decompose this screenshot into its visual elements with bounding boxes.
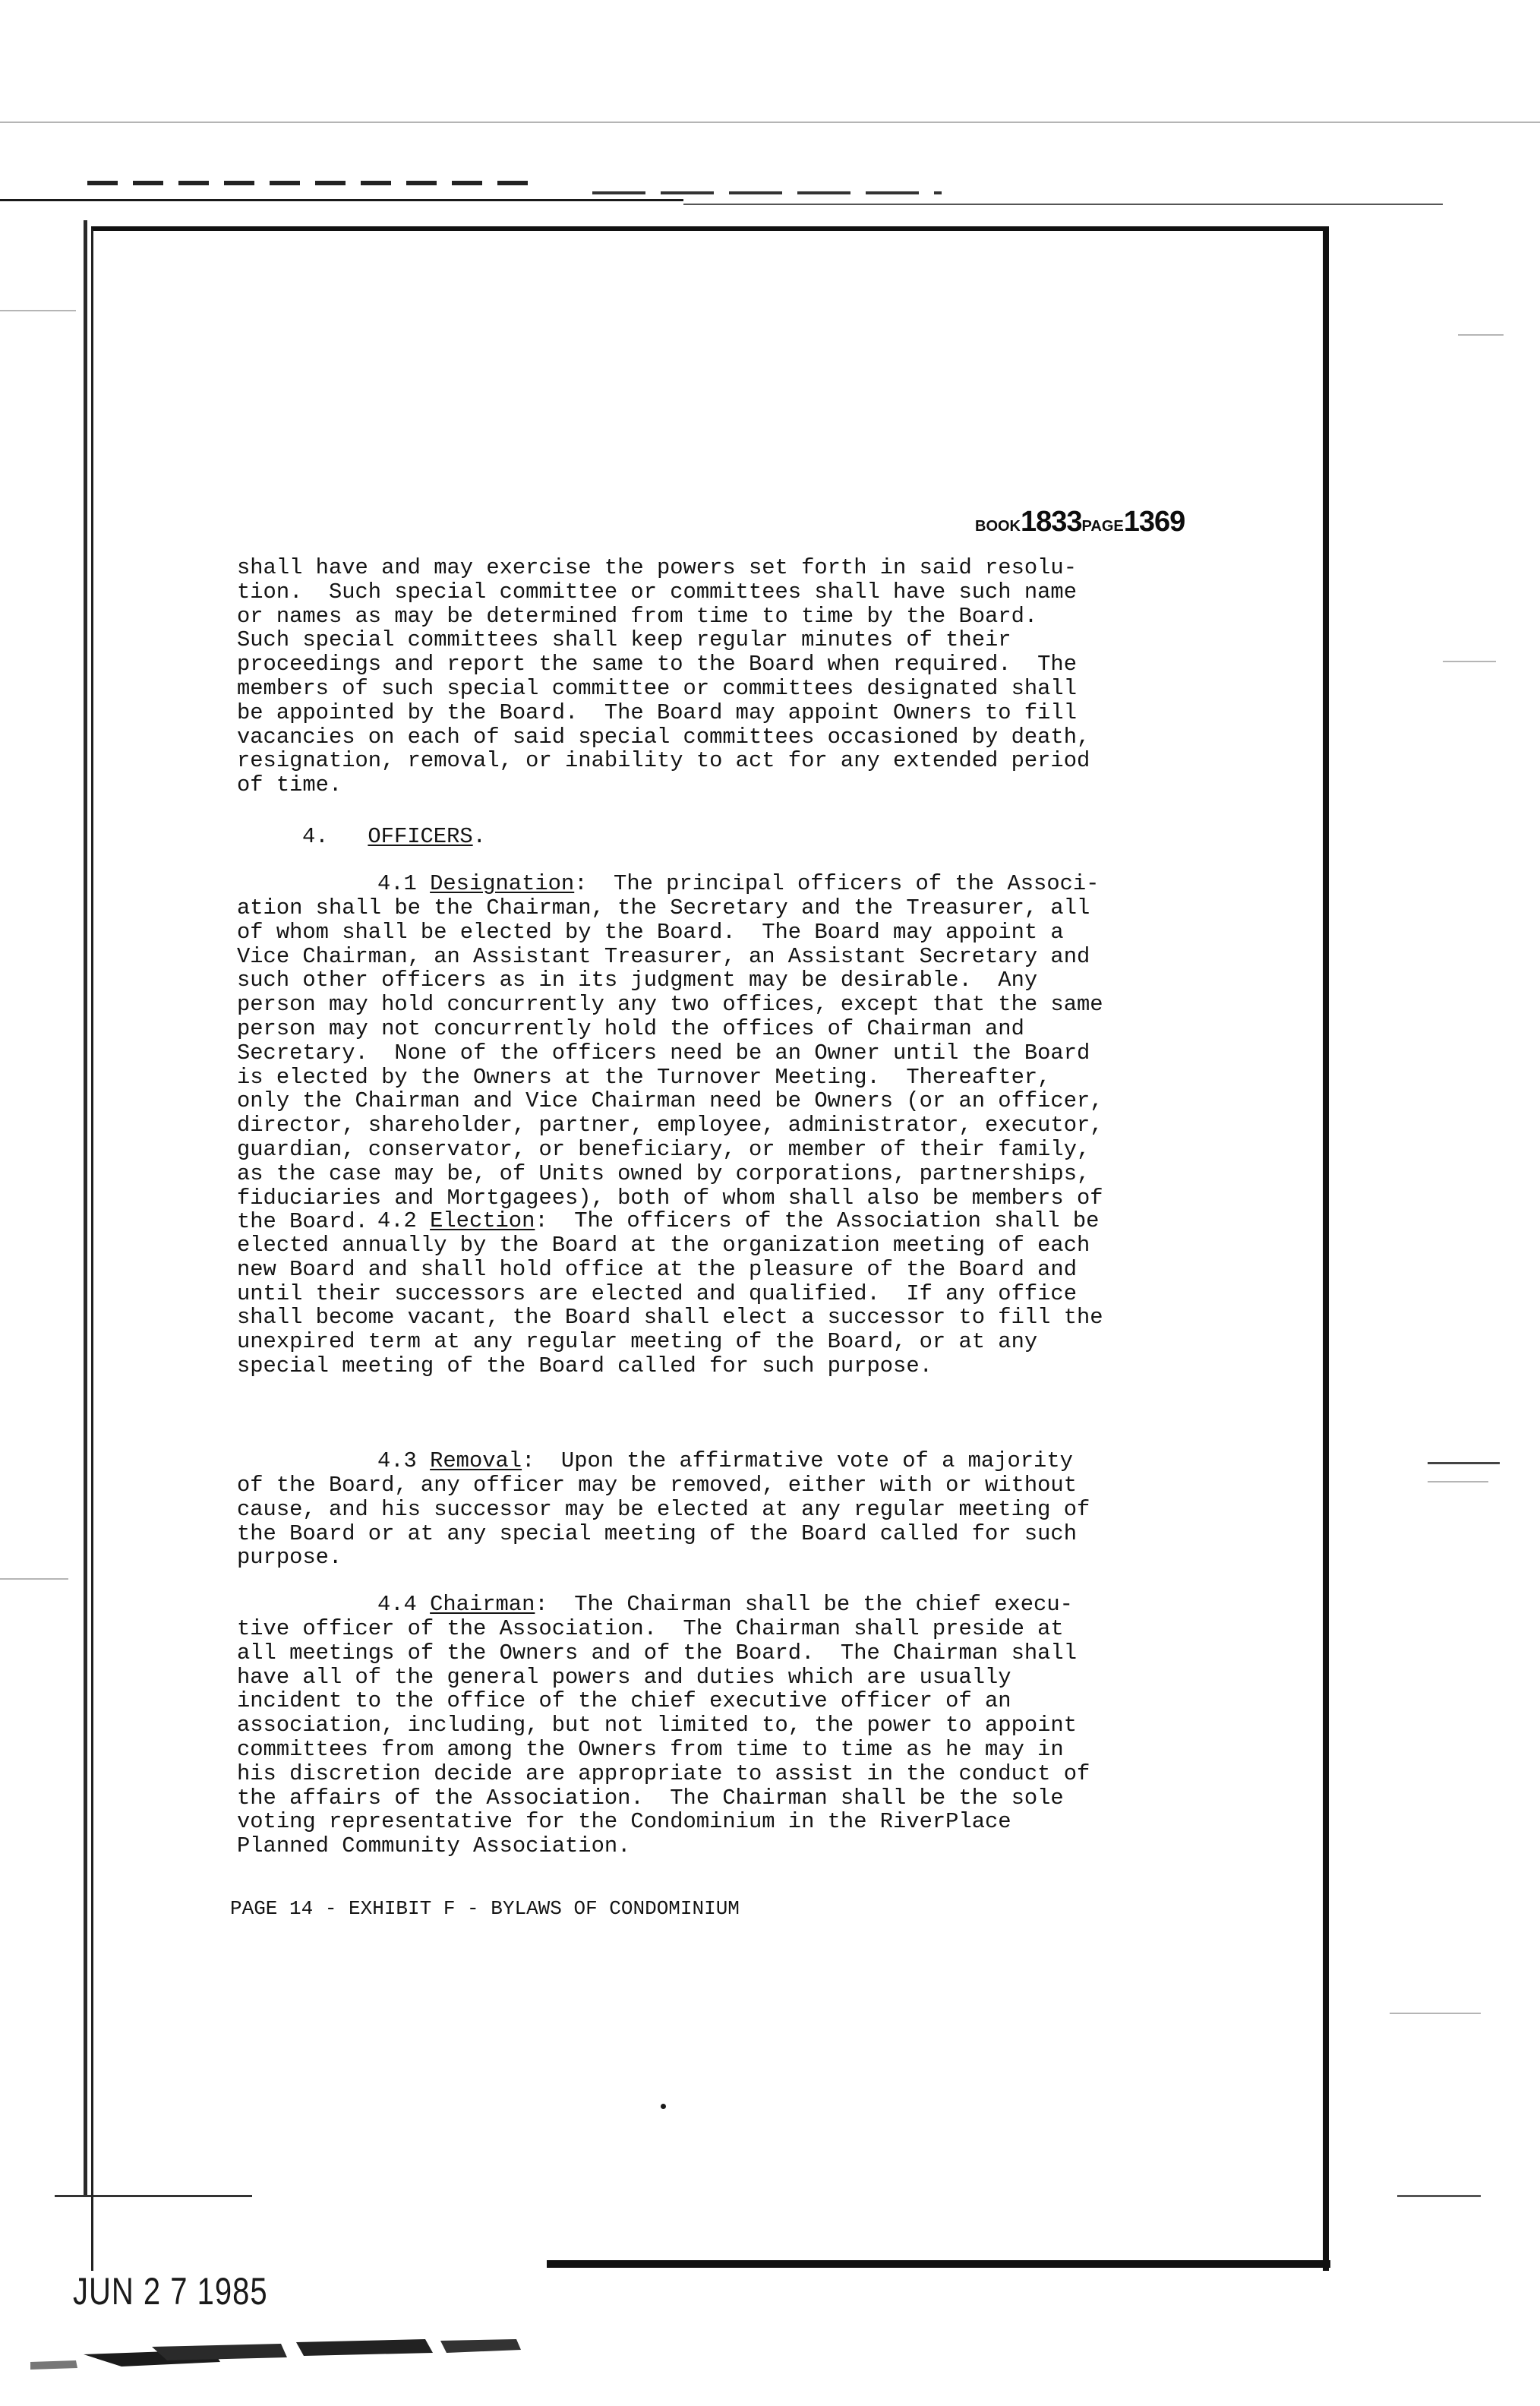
scan-right-mark-5 xyxy=(1390,2013,1481,2014)
subsection-4-4-body: tive officer of the Association. The Chairman shall preside at all meetings of the Owners and of the Board. The Chairman shall have all of the general powers and duties which are usually incident to the office of the chief executive officer of an association, including, but not limited to, the power to appoint committees from among the Owners from time to time as he may in his discretion decide are appropriate to assist in the conduct of the affairs of the Association. The Chairman shall be the sole voting representative for the Condominium in the RiverPlace Planned Community Association. xyxy=(237,1616,1090,1859)
book-number: 1833 xyxy=(1021,506,1082,538)
subsection-4-2-body: elected annually by the Board at the organization meeting of each new Board and shall hold office at the pleasure of the Board and until their successors are elected and qualified. If any office shall become vacant, the Board shall elect a successor to fill the unexpired term at any regular meeting of the Board, or at any special meeting of the Board called for such purpose. xyxy=(237,1233,1103,1378)
page-label: PAGE xyxy=(1081,518,1124,535)
section-heading xyxy=(302,825,486,849)
subsection-number: 4.2 xyxy=(377,1208,417,1233)
scan-right-mark-6 xyxy=(1397,2195,1481,2197)
subsection-first-line: : The Chairman shall be the chief execu- xyxy=(535,1592,1073,1617)
subsection-heading: Election xyxy=(430,1208,535,1233)
subsection-first-line: : The officers of the Association shall be xyxy=(535,1208,1100,1233)
subsection-heading: Removal xyxy=(430,1448,522,1473)
subsection-heading: Designation xyxy=(430,871,575,896)
page-footer: PAGE 14 - EXHIBIT F - BYLAWS OF CONDOMINIUM xyxy=(230,1897,740,1920)
scan-left-mark-2 xyxy=(0,1578,68,1580)
scan-edge-dash-2 xyxy=(592,191,942,194)
recorder-stamp-smudge xyxy=(30,2324,592,2377)
subsection-heading: Chairman xyxy=(430,1592,535,1617)
section-title: OFFICERS xyxy=(368,824,473,849)
scan-left-binding xyxy=(84,220,87,2195)
subsection-4-2-first-line xyxy=(377,1209,1099,1233)
subsection-number: 4.1 xyxy=(377,871,417,896)
scan-left-mark-1 xyxy=(0,310,76,311)
section-title-suffix: . xyxy=(472,824,486,849)
subsection-4-3-first-line xyxy=(377,1449,1073,1473)
section-number: 4. xyxy=(302,824,329,849)
book-page-reference xyxy=(975,506,1185,538)
book-label: BOOK xyxy=(975,518,1021,535)
scan-edge-line-top xyxy=(0,122,1540,123)
subsection-4-1-body: ation shall be the Chairman, the Secretary and the Treasurer, all of whom shall be elected by the Board. The Board may appoint a Vice Chairman, an Assistant Treasurer, an Assistant Secretary and such other officers as in its judgment may be desirable. Any person may hold concurrently any two offices, except that the same person may not concurrently hold the offices of Chairman and Secretary. None of the officers need be an Owner until the Board is elected by the Owners at the Turnover Meeting. Thereafter, only the Chairman and Vice Chairman need be Owners (or an officer, director, shareholder, partner, employee, administrator, executor, guardian, conservator, or beneficiary, or member of their family, as the case may be, of Units owned by corporations, partnerships, fiduciaries and Mortgagees), both of whom shall also be members of the Board. xyxy=(237,895,1103,1235)
document-border-bottom xyxy=(547,2260,1330,2268)
scan-right-mark-1 xyxy=(1458,334,1504,336)
subsection-first-line: : Upon the affirmative vote of a majority xyxy=(522,1448,1073,1473)
subsection-4-3-body: of the Board, any officer may be removed, either with or without cause, and his successor may be elected at any regular meeting of the Board or at any special meeting of the Board called for such purpose. xyxy=(237,1473,1090,1571)
scan-speck xyxy=(661,2104,666,2109)
subsection-4-4-first-line xyxy=(377,1593,1073,1617)
scan-edge-line-dark-2 xyxy=(683,204,1443,205)
scan-right-mark-2 xyxy=(1443,661,1496,662)
subsection-4-1-first-line xyxy=(377,872,1099,896)
scan-right-mark-4 xyxy=(1428,1481,1488,1482)
scan-right-mark-3 xyxy=(1428,1462,1500,1464)
intro-paragraph: shall have and may exercise the powers set forth in said resolu- tion. Such special committee or committees shall have such name or names as may be determined from time to time by the Board. Such special committees shall keep regular minutes of their proceedings and report the same to the Board when required. The members of such special committee or committees designated shall be appointed by the Board. The Board may appoint Owners to fill vacancies on each of said special committees occasioned by death, resignation, removal, or inability to act for any extended period of time. xyxy=(237,555,1090,798)
subsection-first-line: : The principal officers of the Associ- xyxy=(574,871,1100,896)
subsection-number: 4.4 xyxy=(377,1592,417,1617)
scan-edge-line-dark xyxy=(0,199,683,201)
scan-edge-dash xyxy=(87,181,543,185)
subsection-number: 4.3 xyxy=(377,1448,417,1473)
recording-date-stamp: JUN 2 7 1985 xyxy=(73,2271,268,2313)
page-number: 1369 xyxy=(1123,506,1185,538)
